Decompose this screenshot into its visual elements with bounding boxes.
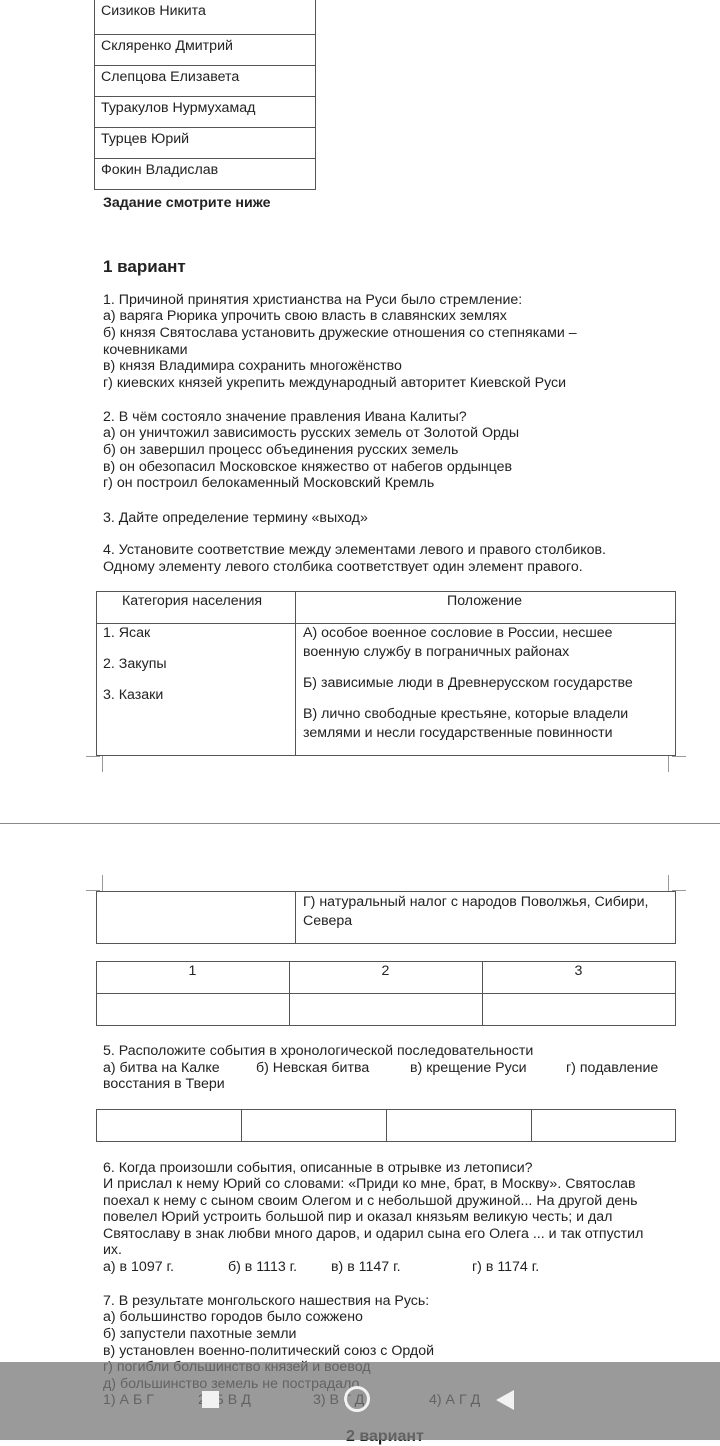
q6-text-line: И прислал к нему Юрий со словами: «Приди ко мне, брат, в Москву». Святослав	[103, 1176, 636, 1192]
back-button[interactable]	[496, 1390, 514, 1410]
q6-question: 6. Когда произошли события, описанные в отрывке из летописи?	[103, 1160, 533, 1176]
q5-question: 5. Расположите события в хронологической последовательности	[103, 1043, 534, 1059]
q7-option-b: б) запустели пахотные земли	[103, 1326, 297, 1342]
answer-col-2: 2	[381, 963, 390, 979]
q6-option-a: а) в 1097 г.	[103, 1259, 174, 1275]
q7-question: 7. В результате монгольского нашествия на Русь:	[103, 1293, 430, 1309]
student-row: Туракулов Нурмухамад	[95, 96, 315, 127]
home-button[interactable]	[344, 1386, 370, 1412]
assignment-note: Задание смотрите ниже	[103, 195, 271, 211]
right-item-c-cont: землями и несли государственные повинности	[303, 725, 613, 741]
q6-text-line: поехал к нему с сыном своим Олегом и с небольшой дружиной... На другой день	[103, 1193, 638, 1209]
q1-option-d: г) киевских князей укрепить международный авторитет Киевской Руси	[103, 375, 567, 391]
q3-question: 3. Дайте определение термину «выход»	[103, 510, 368, 526]
q6-text-line: их.	[103, 1242, 122, 1258]
q2-question: 2. В чём состояло значение правления Ивана Калиты?	[103, 409, 467, 425]
q5-option-d-cont: восстания в Твери	[103, 1076, 225, 1092]
table-header-position: Положение	[447, 593, 522, 609]
q2-option-b: б) он завершил процесс объединения русских земель	[103, 442, 459, 458]
answer-col-1: 1	[188, 963, 197, 979]
answer-col-3: 3	[574, 963, 583, 979]
navigation-bar	[0, 1362, 720, 1440]
q4-question-cont: Одному элементу левого столбика соответствует один элемент правого.	[103, 559, 583, 575]
left-item-1: 1. Ясак	[103, 625, 151, 641]
left-item-2: 2. Закупы	[103, 656, 167, 672]
q5-option-d: г) подавление	[566, 1060, 659, 1076]
left-item-3: 3. Казаки	[103, 687, 164, 703]
q6-option-c: в) в 1147 г.	[331, 1259, 401, 1275]
q7-option-c: в) установлен военно-политический союз с Ордой	[103, 1343, 435, 1359]
q7-option-a: а) большинство городов было сожжено	[103, 1309, 363, 1325]
q2-option-c: в) он обезопасил Московское княжество от набегов ордынцев	[103, 459, 513, 475]
q5-option-a: а) битва на Калке	[103, 1060, 220, 1076]
student-row: Слепцова Елизавета	[95, 65, 315, 96]
q1-question: 1. Причиной принятия христианства на Руси было стремление:	[103, 292, 523, 308]
q5-option-c: в) крещение Руси	[410, 1060, 527, 1076]
q2-option-d: г) он построил белокаменный Московский Кремль	[103, 475, 435, 491]
student-row: Турцев Юрий	[95, 127, 315, 158]
q1-option-c: в) князя Владимира сохранить многожёнство	[103, 358, 402, 374]
page-separator	[0, 823, 720, 824]
recent-apps-button[interactable]	[202, 1391, 219, 1408]
right-item-d: Г) натуральный налог с народов Поволжья, Сибири,	[303, 894, 649, 910]
student-row: Фокин Владислав	[95, 158, 315, 189]
q6-option-b: б) в 1113 г.	[228, 1259, 298, 1275]
q6-text-line: повелел Юрий устроить большой пир и оказал князьям великую честь; и дал	[103, 1209, 613, 1225]
student-row: Сизиков Никита	[101, 3, 206, 19]
q1-option-b-cont: кочевниками	[103, 342, 188, 358]
student-list-table	[94, 0, 316, 190]
right-item-b: Б) зависимые люди в Древнерусском государстве	[303, 675, 633, 691]
q2-option-a: а) он уничтожил зависимость русских земель от Золотой Орды	[103, 425, 520, 441]
variant-1-title: 1 вариант	[103, 257, 186, 276]
q6-option-d: г) в 1174 г.	[472, 1259, 540, 1275]
table-header-category: Категория населения	[122, 593, 263, 609]
right-item-a-cont: военную службу в пограничных районах	[303, 644, 570, 660]
q5-option-b: б) Невская битва	[256, 1060, 370, 1076]
q4-question: 4. Установите соответствие между элементами левого и правого столбиков.	[103, 542, 606, 558]
q6-text-line: Святославу в знак любви много даров, и одарил сына его Олега ... и так отпустил	[103, 1226, 644, 1242]
right-item-c: В) лично свободные крестьяне, которые владели	[303, 706, 629, 722]
right-item-d-cont: Севера	[303, 913, 353, 929]
right-item-a: А) особое военное сословие в России, несшее	[303, 625, 613, 641]
q1-option-b: б) князя Святослава установить дружеские отношения со степняками –	[103, 325, 577, 341]
q1-option-a: а) варяга Рюрика упрочить свою власть в славянских землях	[103, 308, 507, 324]
student-row: Скляренко Дмитрий	[95, 34, 315, 65]
